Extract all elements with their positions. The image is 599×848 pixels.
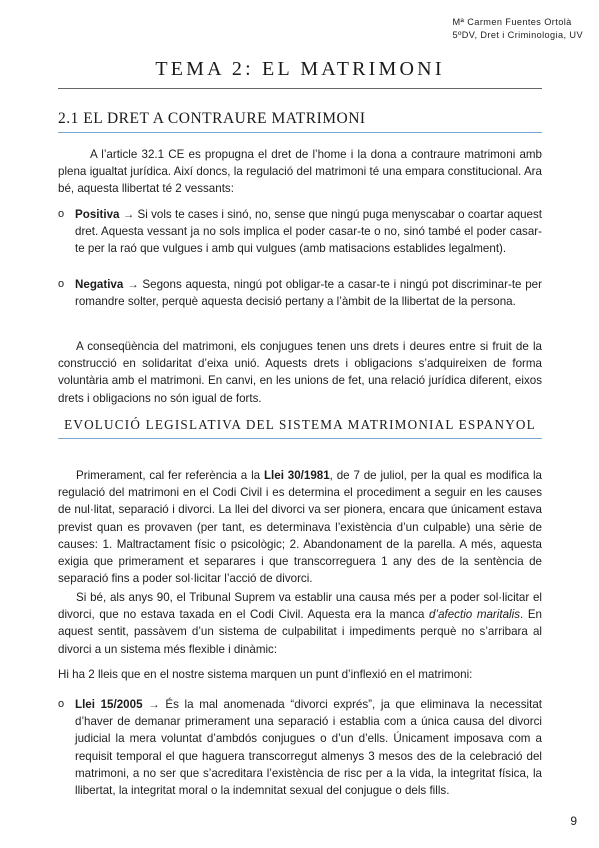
section-heading: 2.1 EL DRET A CONTRAURE MATRIMONI (58, 110, 366, 127)
title-block (58, 58, 542, 89)
page-header (452, 16, 583, 42)
bullet-mark: o (58, 278, 65, 290)
bullet-term: Negativa (75, 278, 124, 291)
bullet-mark: o (58, 208, 65, 220)
section-heading-block (58, 110, 542, 133)
document-title: TEMA 2: EL MATRIMONI (155, 58, 445, 80)
bullet-body: → És la mal anomenada “divorci exprés”, ja que eliminava la necessitat d’haver de demanar primerament una separació i establia com a única causa del divorci judicial la mera voluntat d’ambdós conjugues o d’un d’ells. Únicament imposava com a requisit temporal el que haguera transcorregut almenys 3 mesos des de la celebració del matrimoni, a no ser que s’acreditara l’existència de risc per a la vida, la integritat física, la llibertat, la integritat moral o la indemnitat sexual del conjugue o dels fills. (75, 698, 542, 798)
bullet-term: Llei 15/2005 (75, 698, 143, 711)
list-item (58, 206, 542, 258)
list-item (58, 276, 542, 310)
list-item (58, 696, 542, 799)
author-name: Mª Carmen Fuentes Ortolà (452, 17, 572, 27)
bullet-mark: o (58, 698, 65, 710)
subsection-heading-block (58, 414, 542, 439)
page-number: 9 (570, 814, 577, 828)
supreme-court-paragraph (58, 589, 542, 658)
bullet-text (75, 696, 542, 799)
bullet-body: → Si vols te cases i sinó, no, sense que ningú puga menyscabar o coartar aquest dret. Aquesta vessant ja no sols implica el poder casar-te o no, sinó també el poder casar-te per la raó que vulgues i amb qui vulgues (amb matisacions establides legalment). (75, 208, 542, 256)
bullet-body: → Segons aquesta, ningú pot obligar-te a casar-te i ningú pot discriminar-te per romandre solter, perquè aquesta decisió pertany a l’àmbit de la llibertat de la persona. (75, 278, 542, 309)
law-1981-paragraph (58, 467, 542, 587)
bullet-text (75, 206, 542, 258)
bullet-term: Positiva (75, 208, 120, 221)
paragraph-text: , de 7 de juliol, per la qual es modifica la regulació del matrimoni en el Codi Civil i es determina el procediment a seguir en les causes de nul·litat, separació i divorci. La llei del divorci va ser pionera, encara que únicament estava previst quan es provaven (per tant, es determinava l’existència d’un culpable) una sèrie de causes: 1. Maltractament físic o psicològic; 2. Abandonament de la parella. A més, aquesta exigia que primerament et separares i que transcorreguera 1 any des de la sentència de separació fins a poder sol·licitar l’acció de divorci. (58, 469, 542, 586)
paragraph-text: . En aquest sentit, passàvem d’un sistema de culpabilitat i impediments perquè no s’arribara al divorci a un sistema més flexible i dinàmic: (58, 608, 542, 656)
laws-intro-paragraph: Hi ha 2 lleis que en el nostre sistema marquen un punt d’inflexió en el matrimoni: (58, 668, 473, 681)
course-info: 5ºDV, Dret i Criminologia, UV (452, 30, 583, 40)
bullet-text (75, 276, 542, 310)
latin-term: d’afectio maritalis (429, 608, 520, 622)
paragraph-text: Si bé, als anys 90, el Tribunal Suprem va establir una causa més per a poder sol·licitar el divorci, que no estava taxada en el Codi Civil. Aquesta era la manca (58, 591, 542, 622)
law-reference: Llei 30/1981 (263, 469, 330, 482)
paragraph-text: Primerament, cal fer referència a la (76, 469, 264, 482)
intro-paragraph: A l’article 32.1 CE es propugna el dret de l’home i la dona a contraure matrimoni amb plena igualtat jurídica. Així doncs, la regulació del matrimoni té una empara constitucional. Ara bé, aquesta llibertat té 2 vessants: (58, 148, 542, 196)
subsection-heading: EVOLUCIÓ LEGISLATIVA DEL SISTEMA MATRIMONIAL ESPANYOL (64, 417, 536, 432)
consequence-paragraph: A conseqüència del matrimoni, els conjugues tenen uns drets i deures entre si fruit de la construcció en solidaritat d’eixa unió. Aquests drets i obligacions s’adquireixen de forma voluntària amb el matrimoni. En canvi, en les unions de fet, una relació jurídica diferent, eixos drets i obligacions no són igual de forts. (58, 340, 542, 405)
